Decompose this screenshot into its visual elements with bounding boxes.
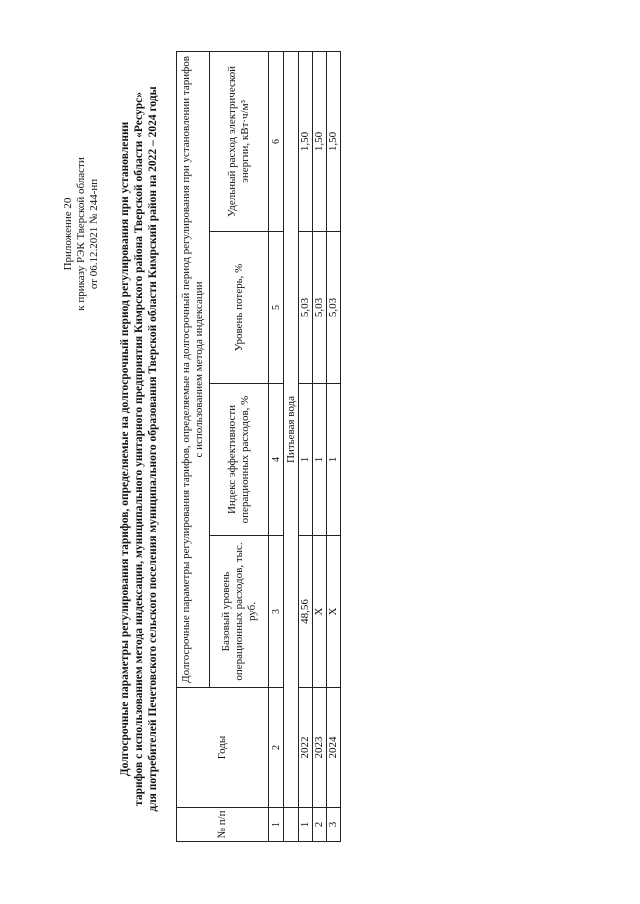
column-number: 5 [269, 232, 284, 384]
appendix-line: от 06.12.2021 № 244-нп [88, 178, 100, 290]
cell-number: 1 [299, 808, 313, 842]
cell-index: 1 [327, 384, 341, 536]
cell-number: 2 [313, 808, 327, 842]
cell-energy: 1,50 [313, 51, 327, 231]
document-title [118, 34, 160, 864]
column-number: 1 [269, 808, 284, 842]
cell-loss: 5,03 [313, 232, 327, 384]
header-group: Долгосрочные параметры регулирования тарифов, определяемые на долгосрочный период регулирования при установлении тарифов с использованием метода индексации [177, 51, 210, 687]
cell-loss: 5,03 [327, 232, 341, 384]
cell-energy: 1,50 [327, 51, 341, 231]
cell-base: Х [327, 536, 341, 688]
header-efficiency-index: Индекс эффективности операционных расходов, % [210, 384, 269, 536]
title-line: Долгосрочные параметры регулирования тарифов, определяемые на долгосрочный период регулирования при установлении [119, 121, 131, 777]
column-number: 4 [269, 384, 284, 536]
column-number: 6 [269, 51, 284, 231]
table-row [299, 51, 313, 841]
table-row [313, 51, 327, 841]
cell-year: 2024 [327, 688, 341, 808]
appendix-line: к приказу РЭК Тверской области [75, 157, 87, 311]
header-base-opex: Базовый уровень операционных расходов, тыс. руб. [210, 536, 269, 688]
header-loss-level: Уровень потерь, % [210, 232, 269, 384]
cell-year: 2022 [299, 688, 313, 808]
title-line: для потребителей Печетовского сельского поселения муниципального образования Тверской области Кимрский район на 2022 – 2024 годы [147, 86, 159, 812]
appendix-header [62, 84, 101, 384]
column-number: 2 [269, 688, 284, 808]
header-energy-consumption: Удельный расход электрической энергии, кВт·ч/м³ [210, 51, 269, 231]
header-number: № п/п [177, 808, 269, 842]
cell-index: 1 [299, 384, 313, 536]
appendix-line: Приложение 20 [62, 197, 74, 271]
table-row [327, 51, 341, 841]
cell-base: 48,56 [299, 536, 313, 688]
cell-loss: 5,03 [299, 232, 313, 384]
table-column-numbers-row [269, 51, 284, 841]
parameters-table [176, 51, 341, 842]
table-section-row [284, 51, 299, 841]
cell-base: Х [313, 536, 327, 688]
table-group-header-row [177, 51, 210, 841]
column-number: 3 [269, 536, 284, 688]
cell-index: 1 [313, 384, 327, 536]
section-empty-cell [284, 808, 299, 842]
section-label: Питьевая вода [284, 51, 299, 807]
cell-energy: 1,50 [299, 51, 313, 231]
title-line: тарифов с использованием метода индексации, муниципального унитарного предприятия Кимрского района Тверской области «Ресурс» [133, 92, 145, 806]
header-years: Годы [177, 688, 269, 808]
cell-year: 2023 [313, 688, 327, 808]
cell-number: 3 [327, 808, 341, 842]
